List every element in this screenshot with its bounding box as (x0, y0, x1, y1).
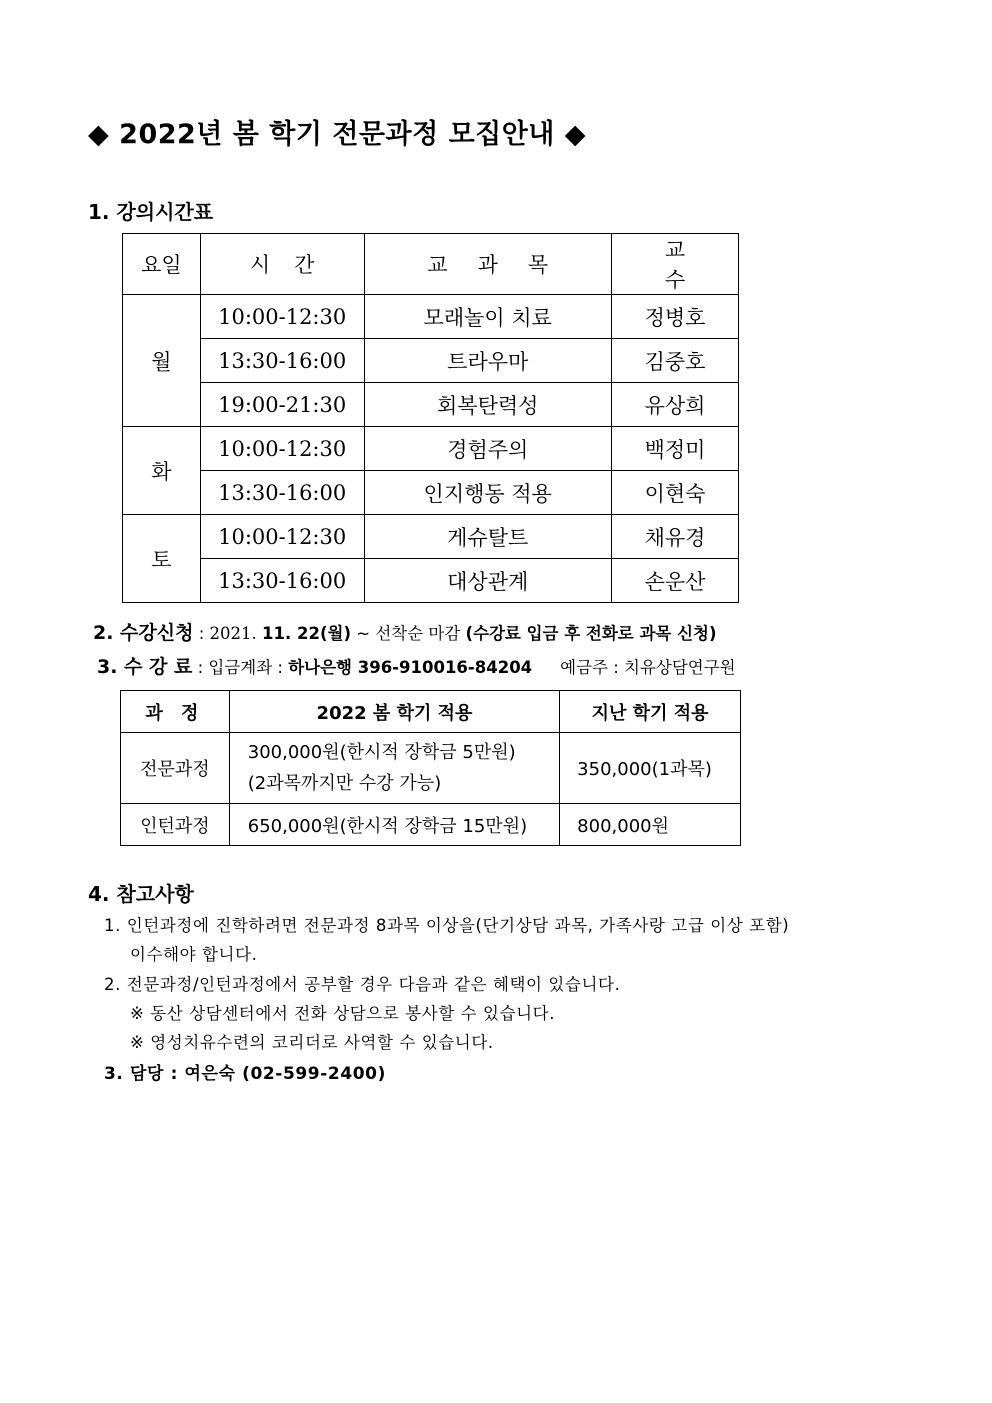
professor-cell: 이현숙 (611, 471, 738, 515)
schedule-table (122, 233, 739, 603)
header-time: 시간 (200, 234, 364, 295)
table-row (123, 295, 739, 339)
time-cell: 13:30-16:00 (200, 559, 364, 603)
header-course: 교과목 (364, 234, 611, 295)
account-holder: 예금주 : 치유상담연구원 (560, 658, 736, 677)
registration-date-plain: 2021. (209, 624, 263, 643)
table-row (123, 559, 739, 603)
professor-cell: 정병호 (611, 295, 738, 339)
day-cell: 월 (123, 295, 201, 427)
course-cell: 인지행동 적용 (364, 471, 611, 515)
header-day: 요일 (123, 234, 201, 295)
schedule-header-row (123, 234, 739, 295)
program-cell: 전문과정 (121, 733, 230, 804)
schedule-heading: 1. 강의시간표 (88, 200, 214, 224)
program-cell: 인턴과정 (121, 804, 230, 846)
day-cell: 화 (123, 427, 201, 515)
course-cell: 회복탄력성 (364, 383, 611, 427)
table-row (123, 427, 739, 471)
course-cell: 경험주의 (364, 427, 611, 471)
tuition-header-row (121, 691, 741, 733)
course-cell: 트라우마 (364, 339, 611, 383)
tuition-label: 3. 수 강 료 (97, 656, 193, 678)
contact-line: 3. 담당 : 여은숙 (02-599-2400) (104, 1064, 386, 1084)
header-current: 2022 봄 학기 적용 (229, 691, 559, 733)
time-cell: 10:00-12:30 (200, 515, 364, 559)
account-number: 하나은행 396-910016-84204 (288, 658, 533, 677)
professor-cell: 김중호 (611, 339, 738, 383)
tuition-table (120, 690, 741, 846)
tuition-sep: : (192, 658, 209, 677)
professor-cell: 유상희 (611, 383, 738, 427)
tuition-line (97, 652, 736, 679)
professor-cell: 백정미 (611, 427, 738, 471)
note-item: 1. 인턴과정에 진학하려면 전문과정 8과목 이상을(단기상담 과목, 가족사랑 고급 이상 포함) (104, 916, 790, 935)
table-row (121, 733, 741, 804)
header-previous: 지난 학기 적용 (560, 691, 741, 733)
registration-line (93, 618, 717, 645)
current-fee-cell: 650,000원(한시적 장학금 15만원) (229, 804, 559, 846)
course-cell: 모래놀이 치료 (364, 295, 611, 339)
notes-heading: 4. 참고사항 (88, 882, 194, 906)
professor-cell: 채유경 (611, 515, 738, 559)
registration-label: 2. 수강신청 (93, 622, 194, 644)
account-label: 입금계좌 : (208, 658, 289, 677)
current-fee-cell (229, 733, 559, 804)
registration-date: 11. 22(월) (262, 624, 351, 643)
current-fee-line2: (2과목까지만 수강 가능) (247, 773, 442, 794)
note-item: 이수해야 합니다. (130, 945, 258, 964)
registration-note: (수강료 입금 후 전화로 과목 신청) (465, 624, 717, 643)
table-row (123, 515, 739, 559)
professor-cell: 손운산 (611, 559, 738, 603)
time-cell: 13:30-16:00 (200, 471, 364, 515)
time-cell: 10:00-12:30 (200, 295, 364, 339)
table-row (123, 383, 739, 427)
note-item: ※ 영성치유수련의 코리더로 사역할 수 있습니다. (130, 1033, 494, 1052)
current-fee-line1: 300,000원(한시적 장학금 5만원) (247, 742, 516, 763)
registration-rest: ~ 선착순 마감 (351, 624, 466, 643)
day-cell: 토 (123, 515, 201, 603)
table-row (123, 471, 739, 515)
time-cell: 13:30-16:00 (200, 339, 364, 383)
time-cell: 10:00-12:30 (200, 427, 364, 471)
course-cell: 게슈탈트 (364, 515, 611, 559)
header-program: 과 정 (121, 691, 230, 733)
previous-fee-cell: 800,000원 (560, 804, 741, 846)
course-cell: 대상관계 (364, 559, 611, 603)
table-row (123, 339, 739, 383)
table-row (121, 804, 741, 846)
note-item: ※ 동산 상담센터에서 전화 상담으로 봉사할 수 있습니다. (130, 1004, 556, 1023)
page-title: ◆ 2022년 봄 학기 전문과정 모집안내 ◆ (88, 119, 587, 150)
header-professor: 교수 (611, 234, 738, 295)
note-item: 2. 전문과정/인턴과정에서 공부할 경우 다음과 같은 혜택이 있습니다. (104, 975, 621, 994)
time-cell: 19:00-21:30 (200, 383, 364, 427)
registration-sep: : (193, 624, 210, 643)
previous-fee-cell: 350,000(1과목) (560, 733, 741, 804)
